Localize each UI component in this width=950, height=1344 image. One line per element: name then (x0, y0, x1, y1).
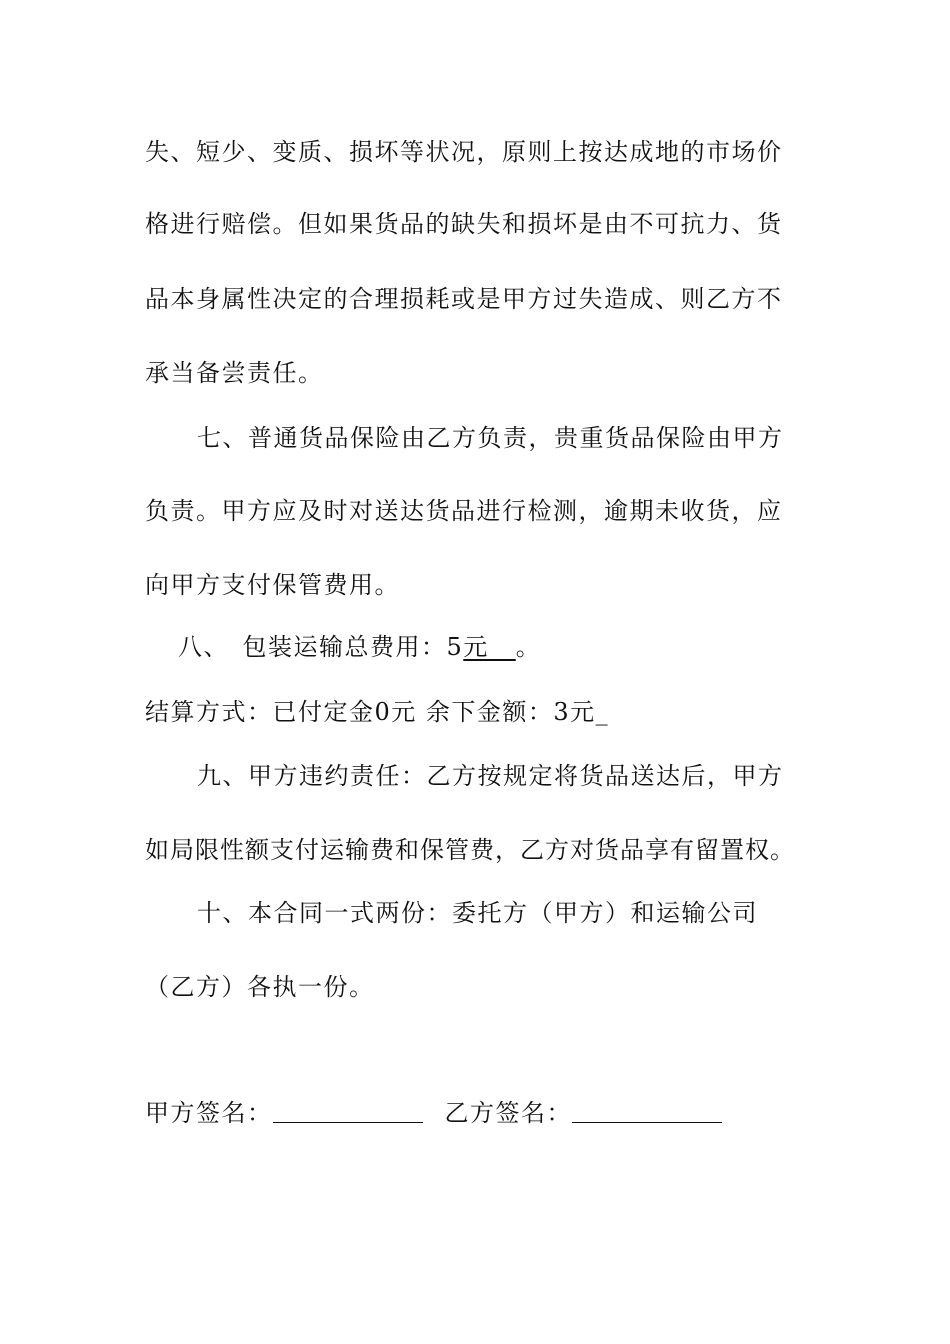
clause-8-amount-unit: 元__ (463, 633, 516, 661)
party-a-signature-line (273, 1100, 423, 1123)
clause-8-total-fee (178, 632, 843, 662)
clause-7-line-3: 向甲方支付保管费用。 (145, 571, 400, 599)
clause-6-line-1: 失、短少、变质、损坏等状况，原则上按达成地的市场价 (145, 138, 783, 166)
clause-8-prefix: 八、 包装运输总费用：5 (178, 633, 464, 661)
clause-7-line-1: 七、普通货品保险由乙方负责，贵重货品保险由甲方 (197, 424, 784, 452)
settlement-method: 结算方式：已付定金0元 余下金额：3元_ (145, 698, 610, 726)
clause-7-line-2: 负责。甲方应及时对送达货品进行检测，逾期未收货，应 (145, 497, 783, 525)
clause-6-line-3: 品本身属性决定的合理损耗或是甲方过失造成、则乙方不 (145, 285, 783, 313)
clause-6-line-2: 格进行赔偿。但如果货品的缺失和损坏是由不可抗力、货 (145, 210, 783, 238)
clause-10-line-2: （乙方）各执一份。 (145, 973, 375, 1001)
clause-9-line-1: 九、甲方违约责任：乙方按规定将货品送达后，甲方 (197, 762, 784, 790)
party-a-signature-label: 甲方签名： (145, 1099, 273, 1127)
clause-9-line-2: 如局限性额支付运输费和保管费，乙方对货品享有留置权。 (145, 836, 795, 864)
signature-row (145, 1098, 810, 1128)
party-b-signature-label: 乙方签名： (444, 1099, 572, 1127)
clause-8-suffix: 。 (515, 633, 542, 661)
party-b-signature-line (572, 1100, 722, 1123)
clause-6-line-4: 承当备尝责任。 (145, 359, 324, 387)
clause-10-line-1: 十、本合同一式两份：委托方（甲方）和运输公司 (197, 899, 758, 927)
